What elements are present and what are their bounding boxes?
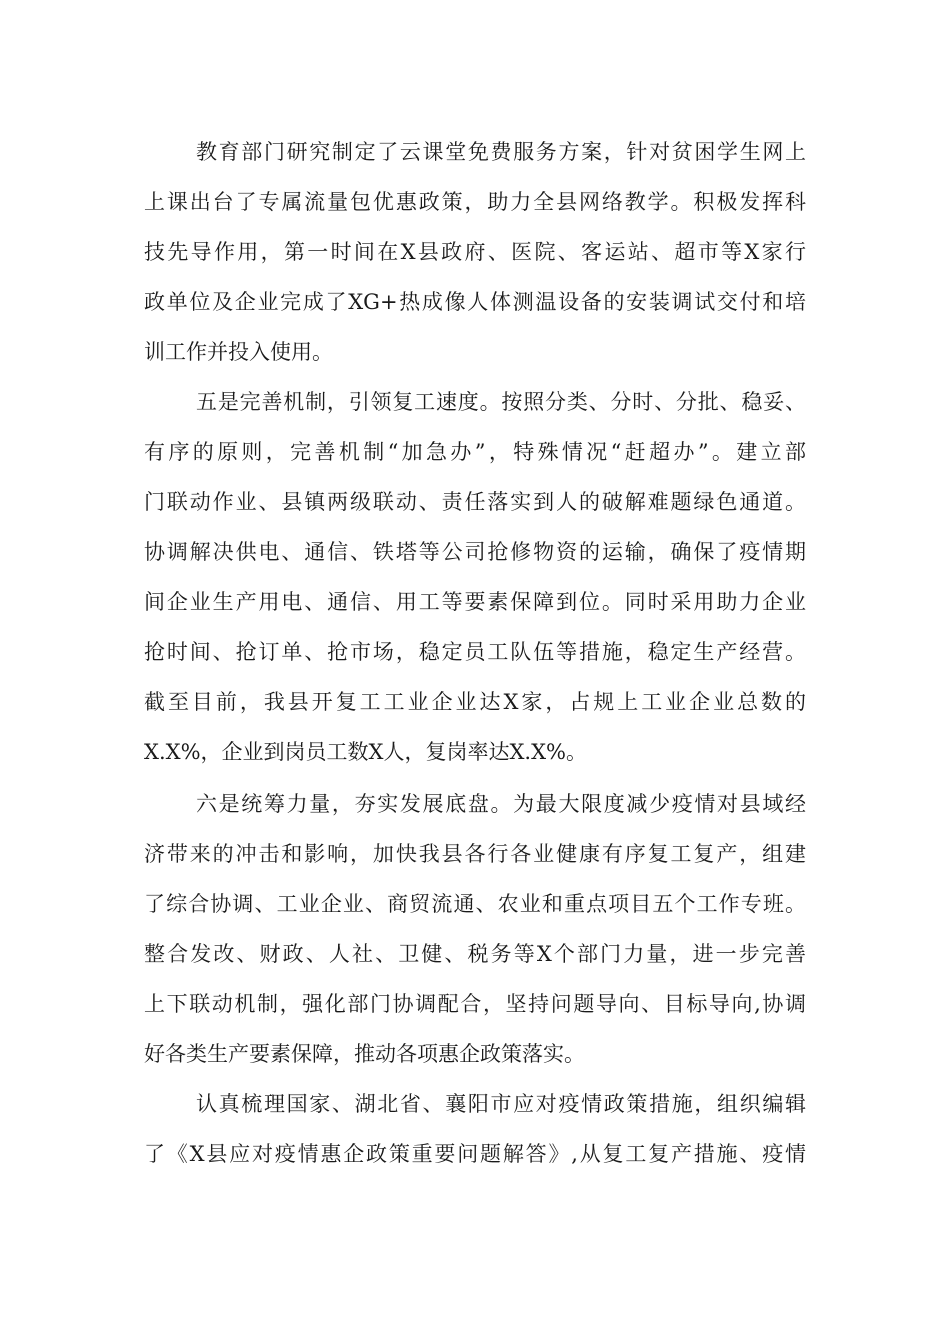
- text-line: 整合发改、财政、人社、卫健、税务等X个部门力量，进一步完善: [144, 942, 806, 966]
- text-line: 济带来的冲击和影响，加快我县各行各业健康有序复工复产，组建: [144, 842, 806, 866]
- text-line: 技先导作用，第一时间在X县政府、医院、客运站、超市等X家行: [144, 240, 806, 264]
- text-line: 了《X县应对疫情惠企政策重要问题解答》,从复工复产措施、疫情: [144, 1142, 806, 1166]
- text-line: 上下联动机制，强化部门协调配合，坚持问题导向、目标导向,协调: [144, 992, 806, 1016]
- text-line: 抢时间、抢订单、抢市场，稳定员工队伍等措施，稳定生产经营。: [144, 640, 806, 664]
- text-line: 截至目前，我县开复工工业企业达X家，占规上工业企业总数的: [144, 690, 806, 714]
- text-line: 政单位及企业完成了XG+热成像人体测温设备的安装调试交付和培: [144, 290, 806, 314]
- text-line: 间企业生产用电、通信、用工等要素保障到位。同时采用助力企业: [144, 590, 806, 614]
- text-line: 了综合协调、工业企业、商贸流通、农业和重点项目五个工作专班。: [144, 892, 806, 916]
- text-line: 五是完善机制，引领复工速度。按照分类、分时、分批、稳妥、: [196, 390, 806, 414]
- text-line: 有序的原则，完善机制“加急办”，特殊情况“赶超办”。建立部: [144, 440, 806, 464]
- text-line: 门联动作业、县镇两级联动、责任落实到人的破解难题绿色通道。: [144, 490, 806, 514]
- text-line: 训工作并投入使用。: [144, 340, 333, 364]
- text-line: 协调解决供电、通信、铁塔等公司抢修物资的运输，确保了疫情期: [144, 540, 806, 564]
- text-line: X.X%，企业到岗员工数X人，复岗率达X.X%。: [144, 740, 588, 764]
- text-line: 好各类生产要素保障，推动各项惠企政策落实。: [144, 1042, 585, 1066]
- text-line: 六是统筹力量，夯实发展底盘。为最大限度减少疫情对县域经: [196, 792, 806, 816]
- text-line: 认真梳理国家、湖北省、襄阳市应对疫情政策措施，组织编辑: [196, 1092, 806, 1116]
- text-line: 教育部门研究制定了云课堂免费服务方案，针对贫困学生网上: [196, 140, 806, 164]
- text-line: 上课出台了专属流量包优惠政策，助力全县网络教学。积极发挥科: [144, 190, 806, 214]
